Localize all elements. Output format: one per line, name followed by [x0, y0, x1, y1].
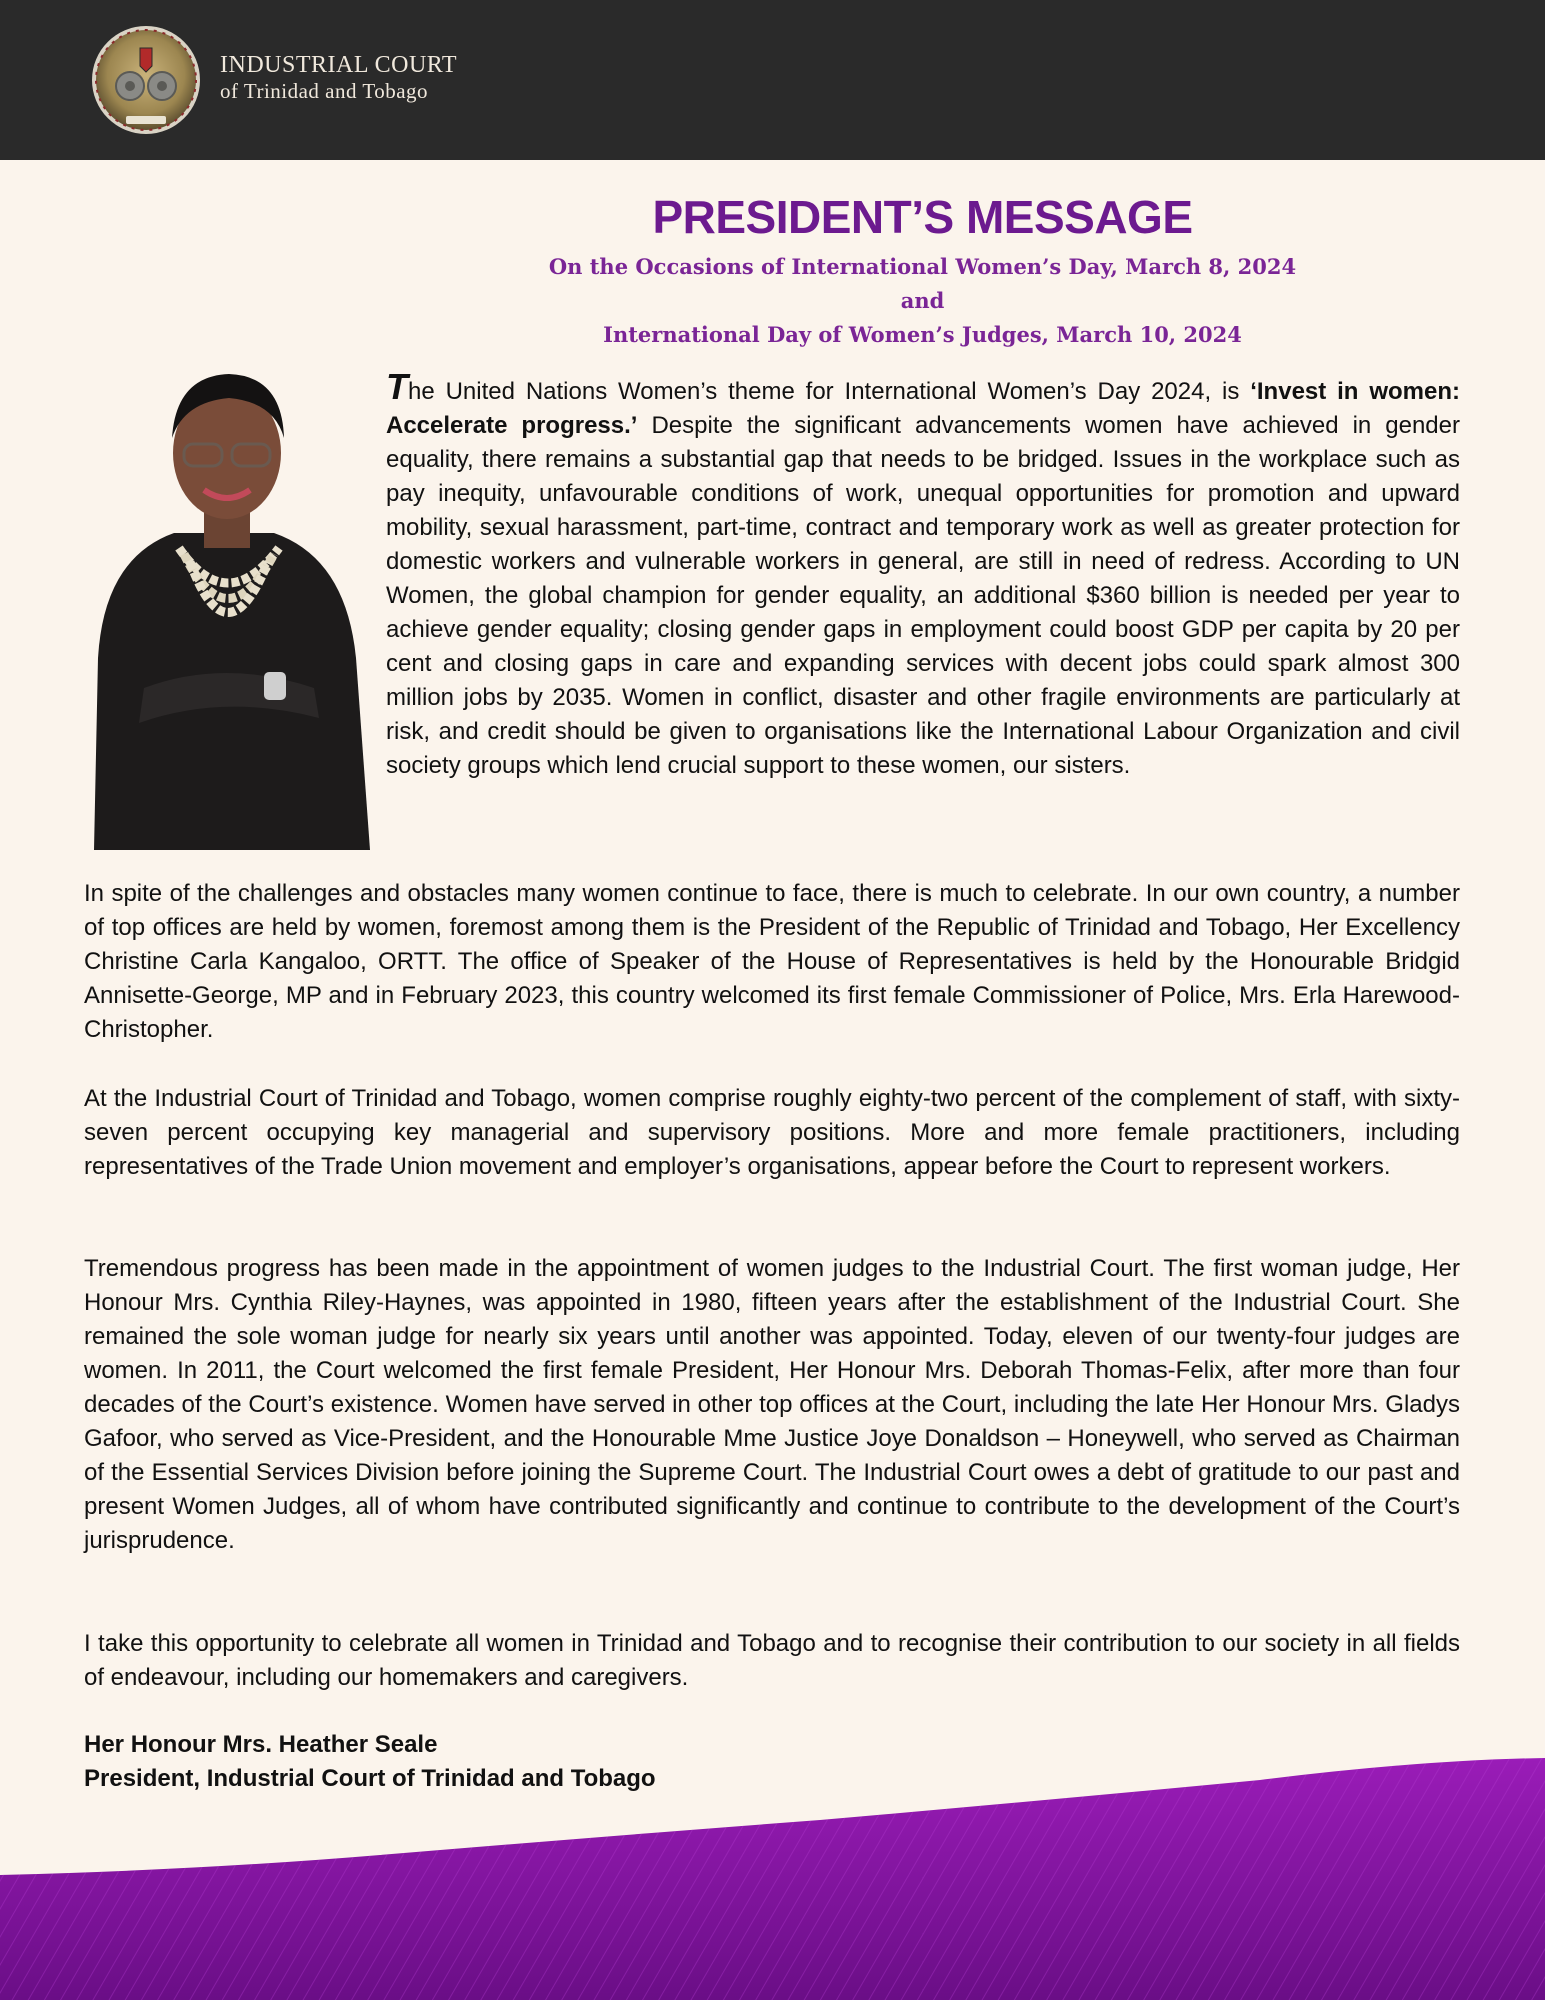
paragraph-celebrate: In spite of the challenges and obstacles many women continue to face, there is much to celebrate. In our own country, a number of top offices are held by women, foremost among them is the President of the Republic of Trinidad and Tobago, Her Excellency Christine Carla Kangaloo, ORTT. The office of Speaker of the House of Representatives is held by the Honourable Bridgid Annisette-George, MP and in February 2023, this country welcomed its first female Commissioner of Police, Mrs. Erla Harewood-Christopher. — [84, 880, 1460, 1043]
intro-rest: Despite the significant advancements women have achieved in gender equality, there remains a substantial gap that needs to be bridged. Issues in the workplace such as pay inequity, unfavourable conditions of work, unequal opportunities for promotion and upward mobility, sexual harassment, part-time, contract and temporary work as well as greater protection for domestic workers and vulnerable workers in general, are still in need of redress. According to UN Women, the global champion for gender equality, an additional $360 billion is needed per year to achieve gender equality; closing gender gaps in employment could boost GDP per capita by 20 per cent and closing gaps in care and expanding services with decent jobs could spark almost 300 million jobs by 2035. Women in conflict, disaster and other fragile environments are particularly at risk, and credit should be given to organisations like the International Labour Organization and civil society groups which lend crucial support to these women, our sisters. — [386, 412, 1460, 779]
paragraph-court-staff: At the Industrial Court of Trinidad and Tobago, women comprise roughly eighty-two percent of the complement of staff, with sixty-seven percent occupying key managerial and supervisory positions. More and more female practitioners, including representatives of the Trade Union movement and employer’s organisations, appear before the Court to represent workers. — [84, 1085, 1460, 1180]
signature-title: President, Industrial Court of Trinidad and Tobago — [84, 1765, 656, 1792]
drop-cap: T — [386, 366, 408, 407]
court-name-line2: of Trinidad and Tobago — [220, 79, 429, 103]
paragraph-women-judges: Tremendous progress has been made in the appointment of women judges to the Industrial Court. The first woman judge, Her Honour Mrs. Cynthia Riley-Haynes, was appointed in 1980, fifteen years after the establishment of the Industrial Court. She remained the sole woman judge for nearly six years until another was appointed. Today, eleven of our twenty-four judges are women. In 2011, the Court welcomed the first female President, Her Honour Mrs. Deborah Thomas-Felix, after more than four decades of the Court’s existence. Women have served in other top offices at the Court, including the late Her Honour Mrs. Gladys Gafoor, who served as Vice-President, and the Honourable Mme Justice Joye Donaldson – Honeywell, who served as Chairman of the Essential Services Division before joining the Supreme Court. The Industrial Court owes a debt of gratitude to our past and present Women Judges, all of whom have contributed significantly and continue to contribute to the development of the Court’s jurisprudence. — [84, 1255, 1460, 1554]
decorative-wave — [0, 1740, 1545, 2000]
intro-paragraph — [386, 366, 1460, 783]
page-subtitle — [385, 250, 1460, 352]
paragraph-closing: I take this opportunity to celebrate all women in Trinidad and Tobago and to recognise their contribution to our society in all fields of endeavour, including our homemakers and caregivers. — [84, 1630, 1460, 1691]
page-title: PRESIDENT’S MESSAGE — [652, 191, 1193, 243]
subtitle-line2: and — [900, 288, 945, 313]
subtitle-line1: On the Occasions of International Women’s Day, March 8, 2024 — [548, 254, 1297, 279]
president-portrait — [84, 358, 370, 850]
court-seal-icon — [90, 24, 202, 136]
signature-name: Her Honour Mrs. Heather Seale — [84, 1731, 438, 1758]
subtitle-line3: International Day of Women’s Judges, March 10, 2024 — [603, 322, 1242, 347]
header-bar — [0, 0, 1545, 160]
intro-theme: ‘Invest in women: Accelerate progress.’ — [386, 378, 1460, 439]
intro-lead: he United Nations Women’s theme for International Women’s Day 2024, is — [408, 378, 1251, 405]
court-name — [220, 52, 457, 104]
court-name-line1: INDUSTRIAL COURT — [220, 52, 457, 78]
